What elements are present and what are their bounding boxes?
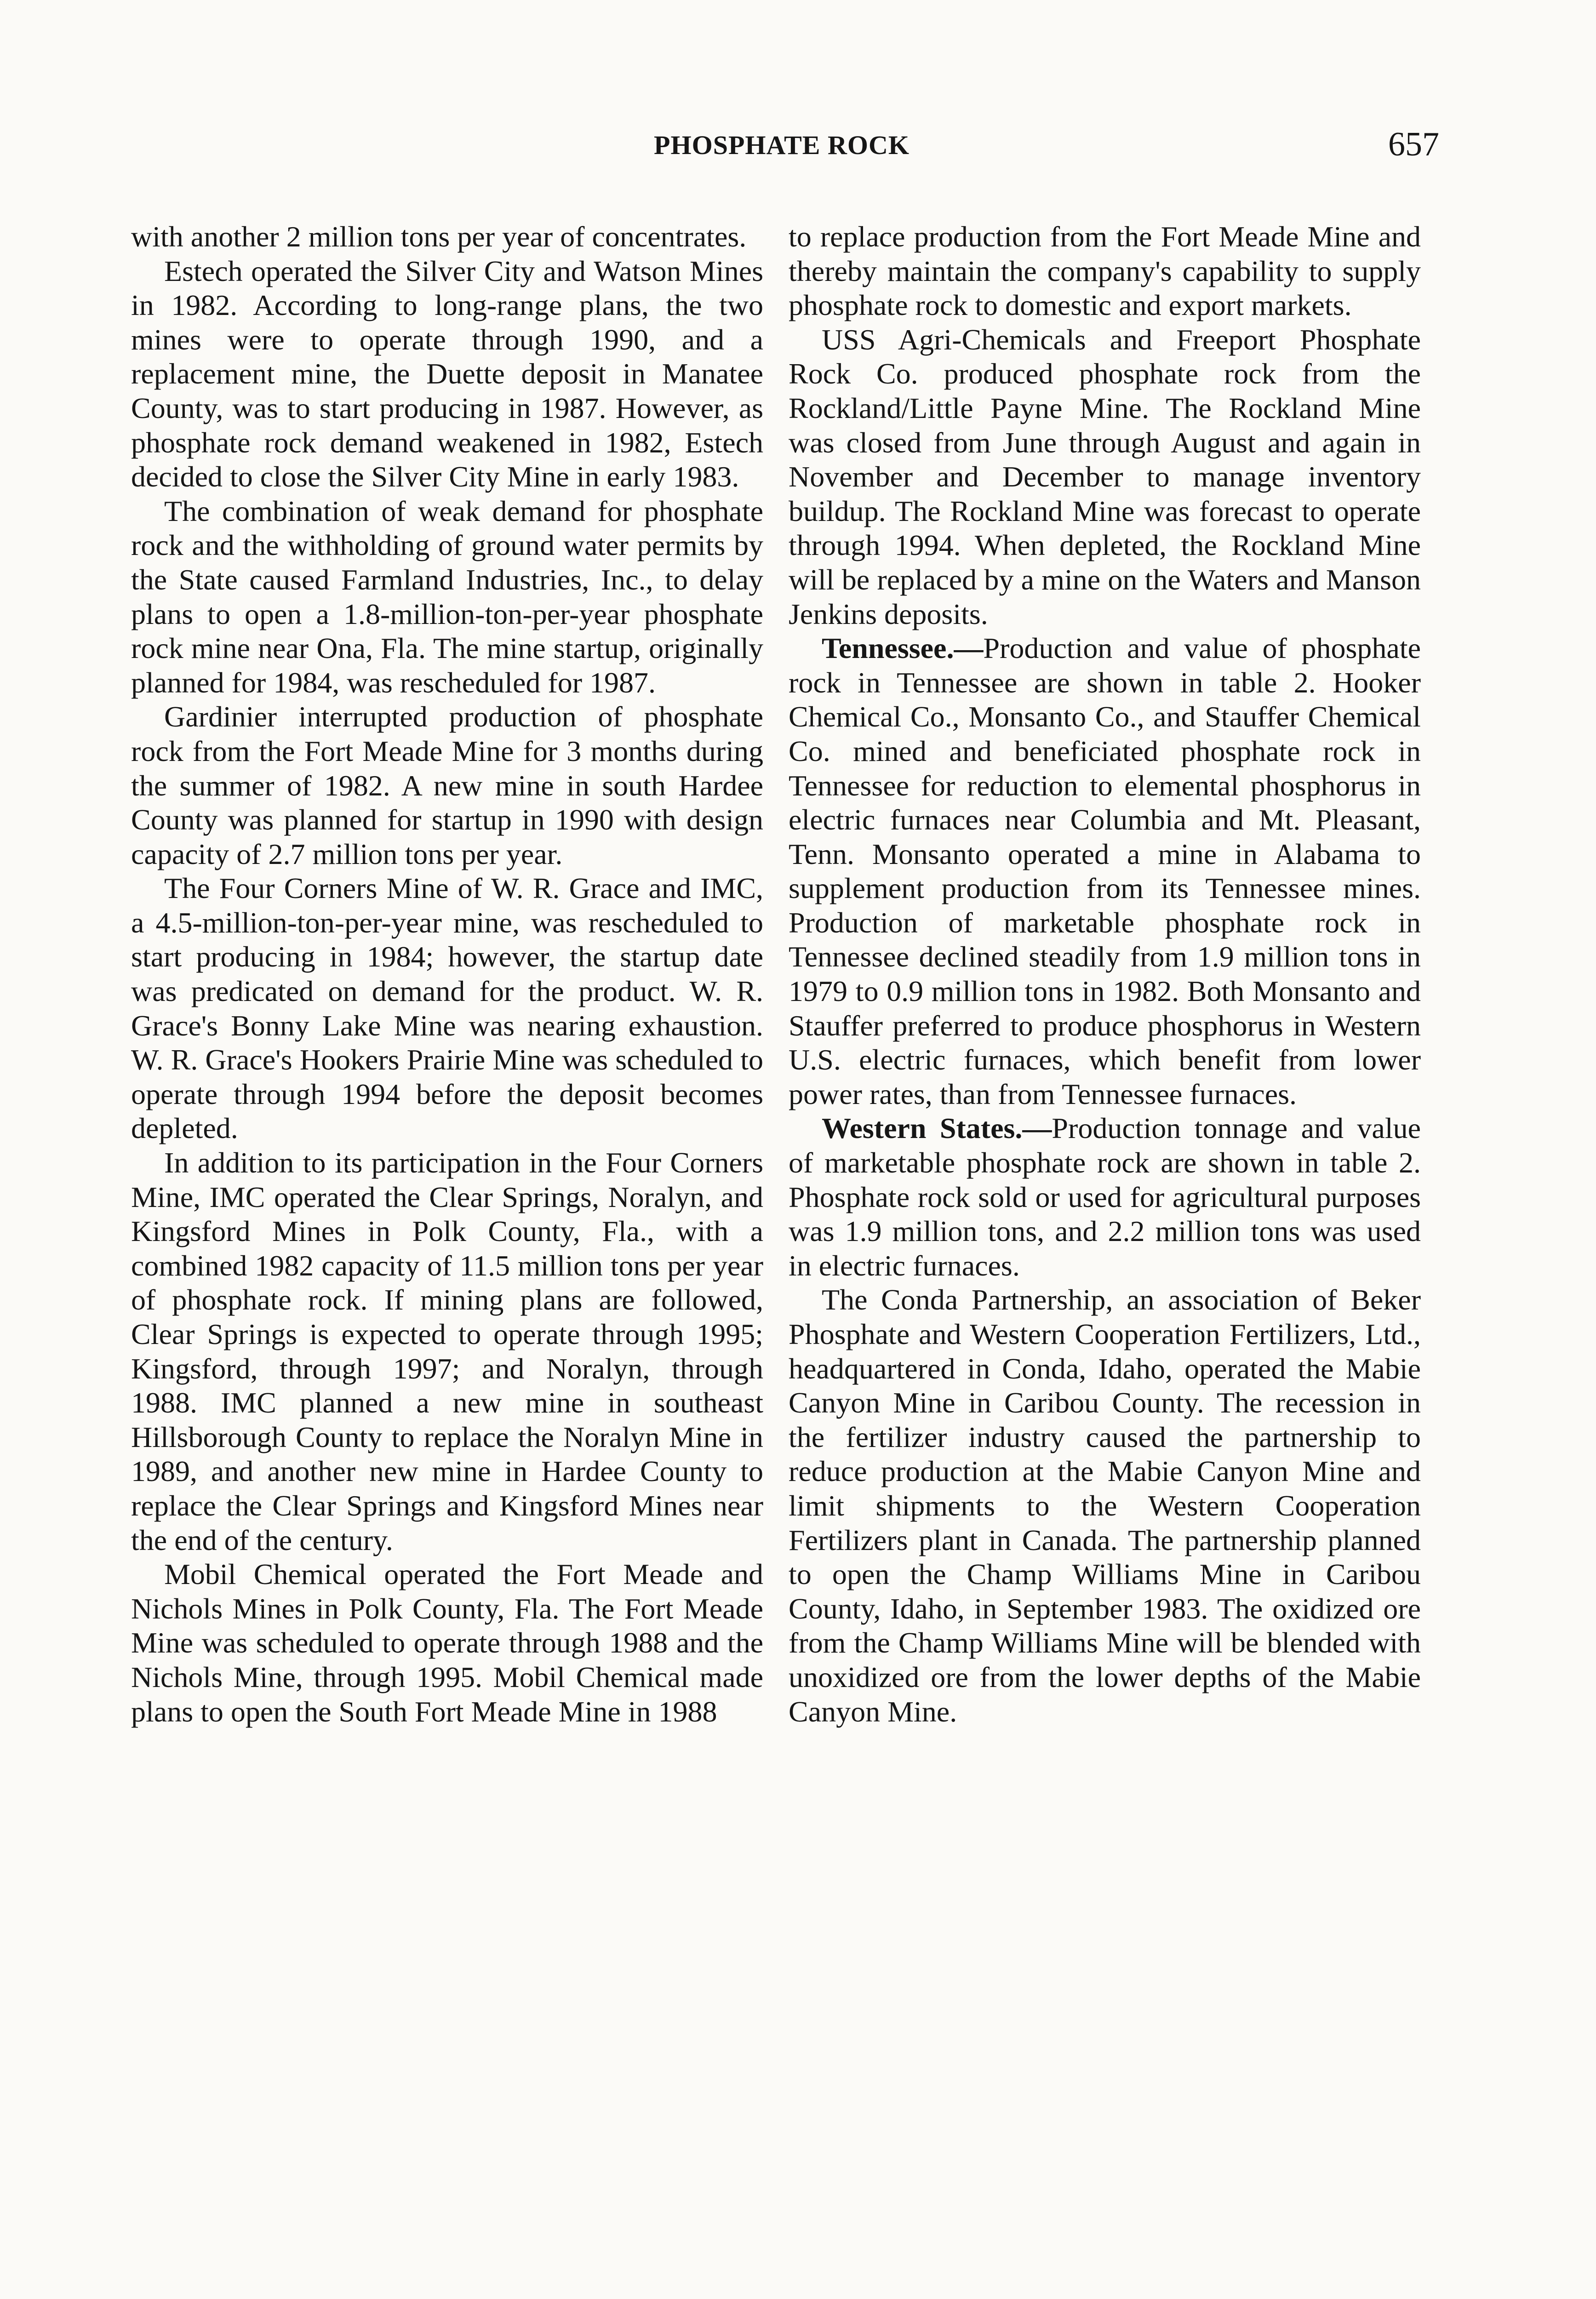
paragraph: Gardinier interrupted production of phosphate rock from the Fort Meade Mine for 3 months during the summer of 1982. A new mine in south Hardee County was planned for startup in 1990 with design capacity of 2.7 million tons per year. <box>131 700 763 870</box>
paragraph: The Conda Partnership, an association of Beker Phosphate and Western Cooperation Fertilizers, Ltd., headquartered in Conda, Idaho, operated the Mabie Canyon Mine in Caribou County. The recession in the fertilizer industry caused the partnership to reduce production at the Mabie Canyon Mine and limit shipments to the Western Cooperation Fertilizers plant in Canada. The partnership planned to open the Champ Williams Mine in Caribou County, Idaho, in September 1983. The oxidized ore from the Champ Williams Mine will be blended with unoxidized ore from the lower depths of the Mabie Canyon Mine. <box>789 1283 1421 1728</box>
section-heading-tennessee: Tennessee.— <box>822 632 984 665</box>
paragraph: Tennessee.—Production and value of phosphate rock in Tennessee are shown in table 2. Hooker Chemical Co., Monsanto Co., and Stauffer Chemical Co. mined and beneficiated phosphate rock in Tennessee for reduction to elemental phosphorus in electric furnaces near Columbia and Mt. Pleasant, Tenn. Monsanto operated a mine in Alabama to supplement production from its Tennessee mines. Production of marketable phosphate rock in Tennessee declined steadily from 1.9 million tons in 1979 to 0.9 million tons in 1982. Both Monsanto and Stauffer preferred to produce phosphorus in Western U.S. electric furnaces, which benefit from lower power rates, than from Tennessee furnaces. <box>789 632 1421 1110</box>
paragraph: The combination of weak demand for phosphate rock and the withholding of ground water permits by the State caused Farmland Industries, Inc., to delay plans to open a 1.8-million-ton-per-year phosphate rock mine near Ona, Fla. The mine startup, originally planned for 1984, was rescheduled for 1987. <box>131 494 763 699</box>
paragraph: In addition to its participation in the Four Corners Mine, IMC operated the Clear Springs, Noralyn, and Kingsford Mines in Polk County, Fla., with a combined 1982 capacity of 11.5 million tons per year of phosphate rock. If mining plans are followed, Clear Springs is expected to operate through 1995; Kingsford, through 1997; and Noralyn, through 1988. IMC planned a new mine in southeast Hillsborough County to replace the Noralyn Mine in 1989, and another new mine in Hardee County to replace the Clear Springs and Kingsford Mines near the end of the century. <box>131 1146 763 1556</box>
paragraph: Western States.—Production tonnage and value of marketable phosphate rock are shown in table 2. Phosphate rock sold or used for agricultural purposes was 1.9 million tons, and 2.2 million tons was used in electric furnaces. <box>789 1112 1421 1282</box>
page-number: 657 <box>1388 126 1439 163</box>
paragraph: with another 2 million tons per year of concentrates. <box>131 220 747 253</box>
paragraph: to replace production from the Fort Meade Mine and thereby maintain the company's capability to supply phosphate rock to domestic and export markets. <box>789 220 1421 322</box>
paragraph: Estech operated the Silver City and Watson Mines in 1982. According to long-range plans, the two mines were to operate through 1990, and a replacement mine, the Duette deposit in Manatee County, was to start producing in 1987. However, as phosphate rock demand weakened in 1982, Estech decided to close the Silver City Mine in early 1983. <box>131 254 763 493</box>
right-column <box>789 220 1421 1729</box>
paragraph: USS Agri-Chemicals and Freeport Phosphate Rock Co. produced phosphate rock from the Rockland/Little Payne Mine. The Rockland Mine was closed from June through August and again in November and December to manage inventory buildup. The Rockland Mine was forecast to operate through 1994. When depleted, the Rockland Mine will be replaced by a mine on the Waters and Manson Jenkins deposits. <box>789 323 1421 630</box>
section-heading-western-states: Western States.— <box>822 1112 1052 1145</box>
paragraph: The Four Corners Mine of W. R. Grace and IMC, a 4.5-million-ton-per-year mine, was rescheduled to start producing in 1984; however, the startup date was predicated on demand for the product. W. R. Grace's Bonny Lake Mine was nearing exhaustion. W. R. Grace's Hookers Prairie Mine was scheduled to operate through 1994 before the deposit becomes depleted. <box>131 872 763 1145</box>
paragraph: Mobil Chemical operated the Fort Meade and Nichols Mines in Polk County, Fla. The Fort Meade Mine was scheduled to operate through 1988 and the Nichols Mine, through 1995. Mobil Chemical made plans to open the South Fort Meade Mine in 1988 <box>131 1558 763 1728</box>
running-title: PHOSPHATE ROCK <box>654 130 910 160</box>
left-column <box>131 220 763 1729</box>
